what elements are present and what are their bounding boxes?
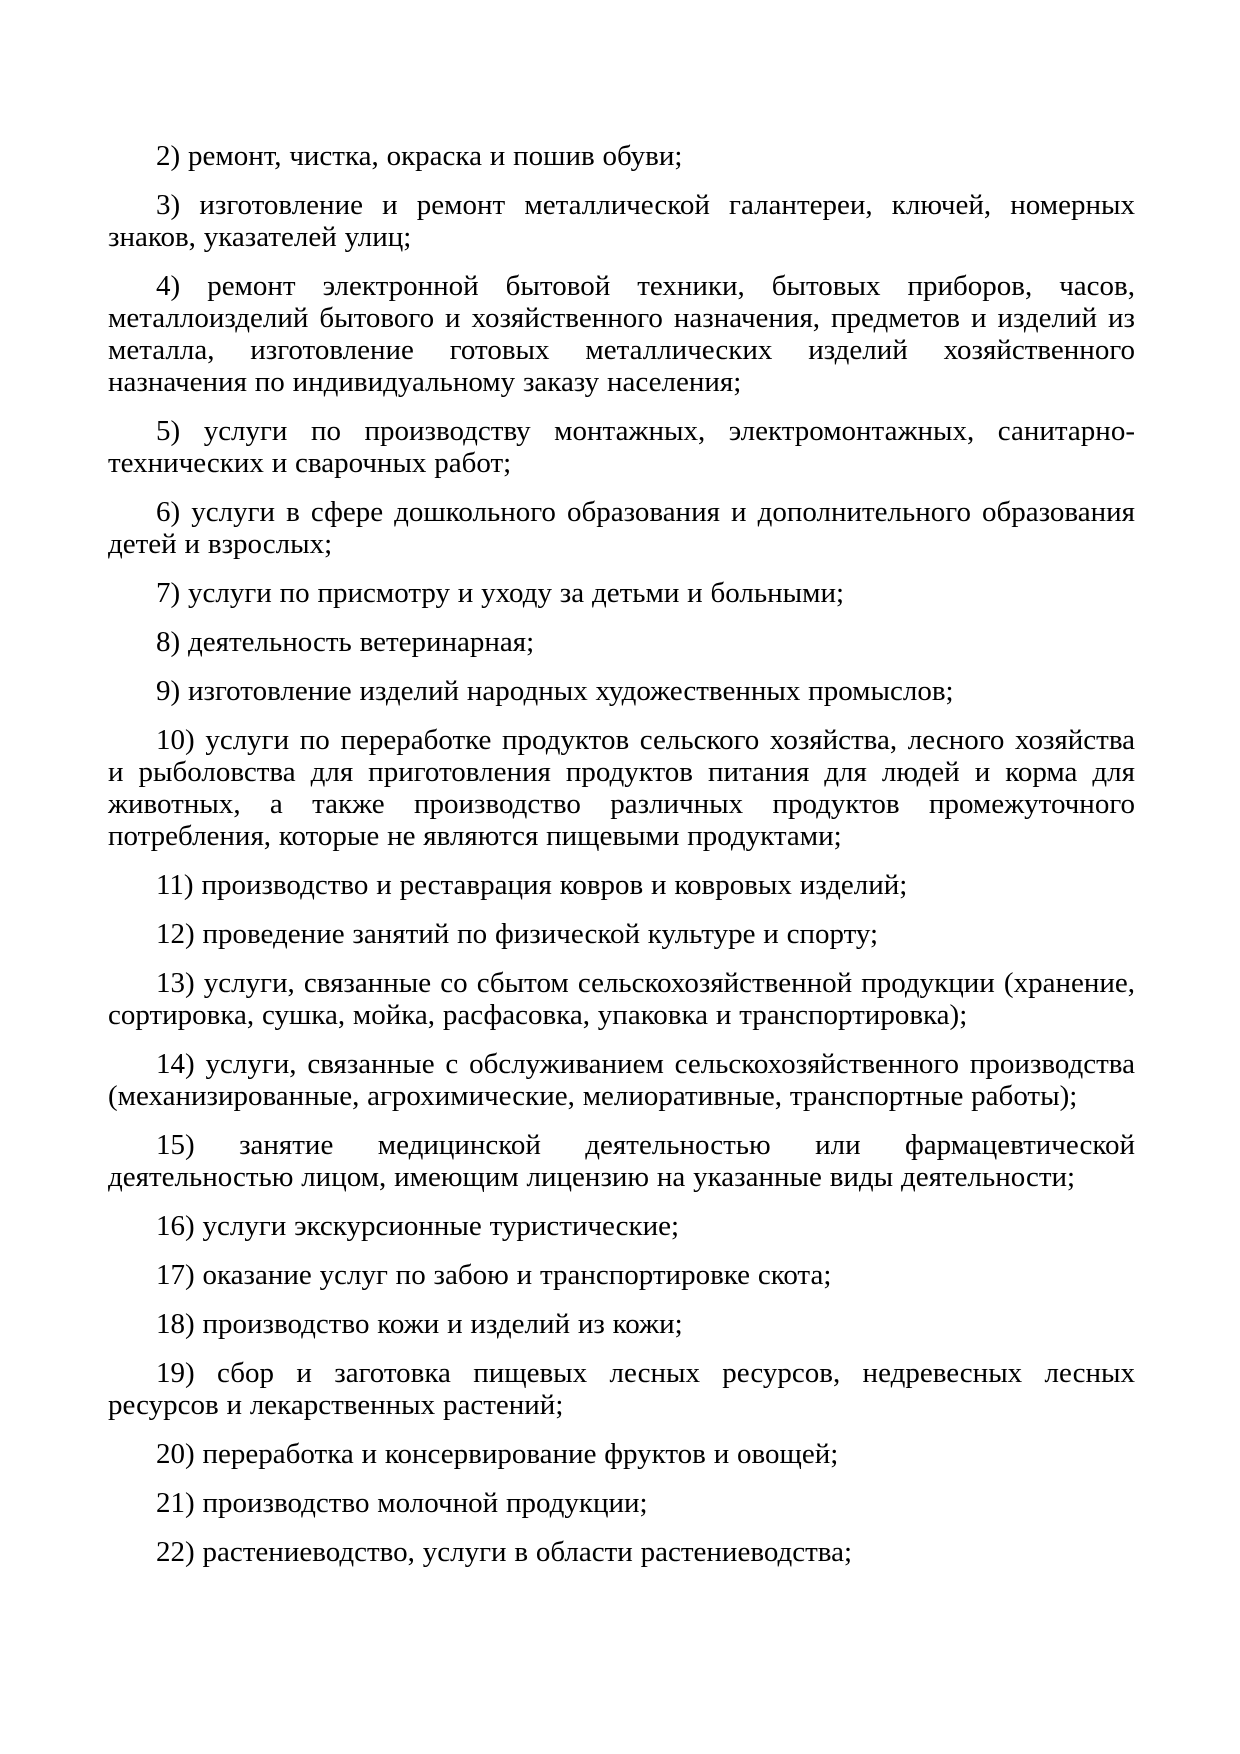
item-number: 11) [156, 869, 194, 901]
list-item [108, 675, 1135, 707]
item-number: 7) [156, 577, 181, 609]
item-number: 22) [156, 1536, 195, 1568]
item-text: переработка и консервирование фруктов и овощей; [202, 1438, 839, 1470]
item-text: производство и реставрация ковров и ковровых изделий; [201, 869, 908, 901]
item-text: сбор и заготовка пищевых лесных ресурсов, недревесных лесных ресурсов и лекарственных растений; [108, 1357, 1135, 1421]
list-item [108, 1308, 1135, 1340]
numbered-list [108, 140, 1135, 1568]
item-number: 2) [156, 140, 181, 172]
item-number: 15) [156, 1129, 195, 1161]
item-text: услуги по производству монтажных, электромонтажных, санитарно-технических и сварочных работ; [108, 415, 1135, 479]
item-number: 6) [156, 496, 181, 528]
item-text: ремонт, чистка, окраска и пошив обуви; [188, 140, 683, 172]
item-number: 4) [156, 270, 181, 302]
item-text: услуги в сфере дошкольного образования и дополнительного образования детей и взрослых; [108, 496, 1135, 560]
list-item [108, 189, 1135, 253]
item-text: услуги по присмотру и уходу за детьми и больными; [188, 577, 845, 609]
list-item [108, 496, 1135, 560]
list-item [108, 415, 1135, 479]
item-text: услуги по переработке продуктов сельского хозяйства, лесного хозяйства и рыболовства для приготовления продуктов питания для людей и корма для животных, а также производство различных продуктов промежуточного потребления, которые не являются пищевыми продуктами; [108, 724, 1135, 852]
item-number: 12) [156, 918, 195, 950]
item-text: изготовление и ремонт металлической галантереи, ключей, номерных знаков, указателей улиц; [108, 189, 1135, 253]
list-item [108, 577, 1135, 609]
item-number: 5) [156, 415, 181, 447]
item-number: 16) [156, 1210, 195, 1242]
item-number: 21) [156, 1487, 195, 1519]
list-item [108, 1536, 1135, 1568]
item-text: деятельность ветеринарная; [188, 626, 535, 658]
item-number: 8) [156, 626, 181, 658]
item-number: 13) [156, 967, 195, 999]
item-text: изготовление изделий народных художественных промыслов; [188, 675, 954, 707]
list-item [108, 1357, 1135, 1421]
item-text: услуги, связанные с обслуживанием сельскохозяйственного производства (механизированные, агрохимические, мелиоративные, транспортные работы); [108, 1048, 1135, 1112]
item-text: растениеводство, услуги в области растениеводства; [202, 1536, 853, 1568]
item-text: производство молочной продукции; [202, 1487, 648, 1519]
item-number: 19) [156, 1357, 195, 1389]
item-number: 17) [156, 1259, 195, 1291]
list-item [108, 724, 1135, 852]
item-text: услуги, связанные со сбытом сельскохозяйственной продукции (хранение, сортировка, сушка, мойка, расфасовка, упаковка и транспортировка); [108, 967, 1135, 1031]
item-text: производство кожи и изделий из кожи; [202, 1308, 683, 1340]
list-item [108, 869, 1135, 901]
item-text: занятие медицинской деятельностью или фармацевтической деятельностью лицом, имеющим лицензию на указанные виды деятельности; [108, 1129, 1135, 1193]
item-text: услуги экскурсионные туристические; [202, 1210, 680, 1242]
list-item [108, 1438, 1135, 1470]
item-number: 14) [156, 1048, 195, 1080]
item-number: 10) [156, 724, 195, 756]
item-number: 9) [156, 675, 181, 707]
item-number: 20) [156, 1438, 195, 1470]
item-number: 18) [156, 1308, 195, 1340]
list-item [108, 967, 1135, 1031]
item-text: проведение занятий по физической культуре и спорту; [202, 918, 879, 950]
item-number: 3) [156, 189, 181, 221]
list-item [108, 626, 1135, 658]
list-item [108, 1487, 1135, 1519]
list-item [108, 1259, 1135, 1291]
list-item [108, 270, 1135, 398]
item-text: ремонт электронной бытовой техники, бытовых приборов, часов, металлоизделий бытового и хозяйственного назначения, предметов и изделий из металла, изготовление готовых металлических изделий хозяйственного назначения по индивидуальному заказу населения; [108, 270, 1135, 398]
list-item [108, 1048, 1135, 1112]
list-item [108, 1129, 1135, 1193]
list-item [108, 140, 1135, 172]
list-item [108, 1210, 1135, 1242]
item-text: оказание услуг по забою и транспортировке скота; [202, 1259, 832, 1291]
list-item [108, 918, 1135, 950]
